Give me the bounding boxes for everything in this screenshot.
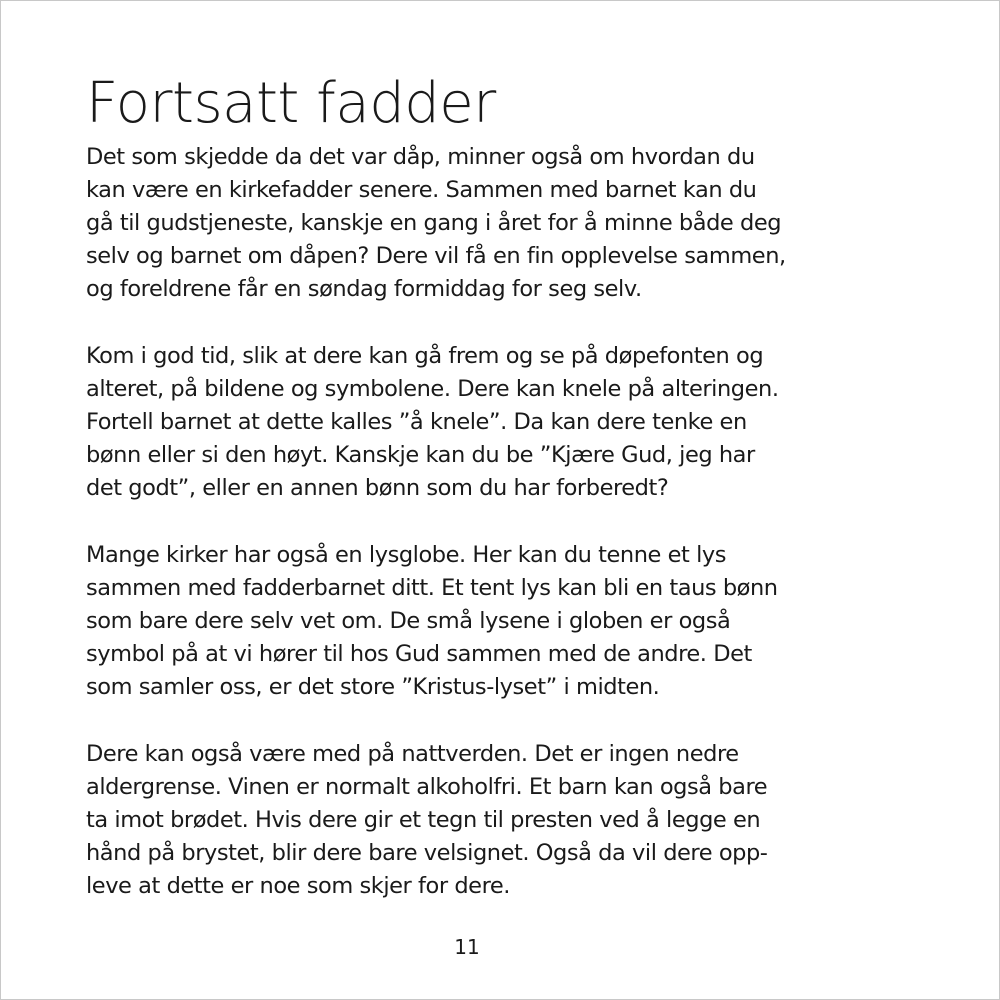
paragraph-1 — [86, 141, 946, 306]
paragraph-line: kan være en kirkefadder senere. Sammen med barnet kan du — [86, 177, 757, 203]
paragraph-line: bønn eller si den høyt. Kanskje kan du be ”Kjære Gud, jeg har — [86, 442, 755, 468]
paragraph-line: hånd på brystet, blir dere bare velsignet. Også da vil dere opp- — [86, 840, 768, 866]
page-number: 11 — [454, 935, 480, 959]
paragraph-line: gå til gudstjeneste, kanskje en gang i året for å minne både deg — [86, 210, 782, 236]
paragraph-line: og foreldrene får en søndag formiddag for seg selv. — [86, 276, 642, 302]
paragraph-line: Det som skjedde da det var dåp, minner også om hvordan du — [86, 144, 755, 170]
paragraph-line: symbol på at vi hører til hos Gud sammen med de andre. Det — [86, 641, 752, 667]
paragraph-line: Mange kirker har også en lysglobe. Her kan du tenne et lys — [86, 542, 727, 568]
paragraph-2 — [86, 340, 946, 505]
paragraph-line: leve at dette er noe som skjer for dere. — [86, 873, 510, 899]
paragraph-line: det godt”, eller en annen bønn som du har forberedt? — [86, 475, 669, 501]
paragraph-4 — [86, 738, 946, 903]
paragraph-line: Kom i god tid, slik at dere kan gå frem og se på døpefonten og — [86, 343, 764, 369]
paragraph-line: sammen med fadderbarnet ditt. Et tent lys kan bli en taus bønn — [86, 575, 778, 601]
paragraph-line: Dere kan også være med på nattverden. Det er ingen nedre — [86, 741, 739, 767]
page-title: Fortsatt fadder — [86, 71, 496, 136]
paragraph-line: som bare dere selv vet om. De små lysene i globen er også — [86, 608, 731, 634]
page-content — [86, 66, 946, 937]
paragraph-line: alteret, på bildene og symbolene. Dere kan knele på alteringen. — [86, 376, 779, 402]
paragraph-line: som samler oss, er det store ”Kristus-lyset” i midten. — [86, 674, 660, 700]
paragraph-3 — [86, 539, 946, 704]
paragraph-line: Fortell barnet at dette kalles ”å knele”. Da kan dere tenke en — [86, 409, 747, 435]
paragraph-line: aldergrense. Vinen er normalt alkoholfri. Et barn kan også bare — [86, 774, 768, 800]
paragraph-line: selv og barnet om dåpen? Dere vil få en fin opplevelse sammen, — [86, 243, 786, 269]
paragraph-line: ta imot brødet. Hvis dere gir et tegn til presten ved å legge en — [86, 807, 761, 833]
